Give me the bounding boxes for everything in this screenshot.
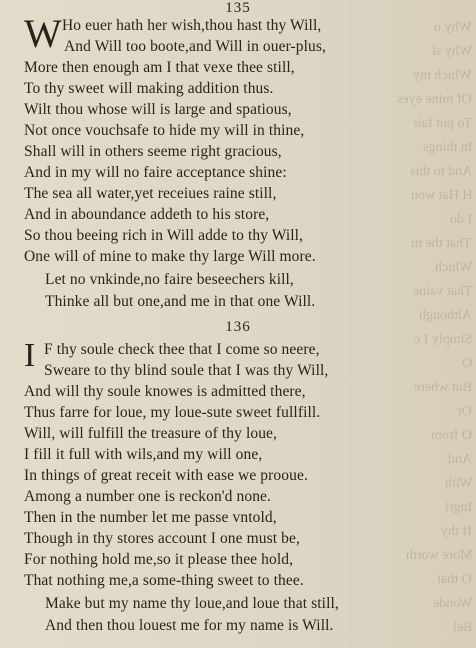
verse-line: So thou beeing rich in Will adde to thy Will, xyxy=(24,227,304,244)
verse-line: Ho euer hath her wish,thou hast thy Will, xyxy=(62,17,322,34)
verse-line: Let no vnkinde,no faire beseechers kill, xyxy=(45,271,294,288)
verse-line: Shall will in others seeme right gracious, xyxy=(24,143,282,160)
verse-line: And then thou louest me for my name is Will. xyxy=(45,617,334,634)
bleed-line: Ingri xyxy=(444,500,472,515)
bleed-line: But where xyxy=(414,380,472,395)
verse-line: That nothing me,a some-thing sweet to thee. xyxy=(24,572,304,589)
bleed-line: H Hat wou xyxy=(410,188,472,203)
bleed-line: And to this xyxy=(409,164,472,179)
verse-line: Though in thy stores account I one must be, xyxy=(24,530,300,547)
sonnet-136-number: 136 xyxy=(225,319,251,335)
bleed-line: Why o xyxy=(434,20,472,35)
bleed-line: If thy xyxy=(441,524,472,539)
bleed-line: Simply I c xyxy=(413,332,472,347)
bleed-line: And xyxy=(447,452,472,467)
verse-line: Sweare to thy blind soule that I was thy Will, xyxy=(44,362,329,379)
bleed-line: Which xyxy=(434,260,472,275)
bleed-line: O from xyxy=(431,428,472,443)
bleed-line: Which my xyxy=(413,68,472,83)
bleed-line: I do xyxy=(449,212,472,227)
sonnet-135-dropcap: W xyxy=(24,11,62,56)
verse-line: Thinke all but one,and me in that one Will. xyxy=(45,293,316,310)
verse-line: One will of mine to make thy large Will more. xyxy=(24,248,316,265)
verse-line: To thy sweet will making addition thus. xyxy=(24,80,274,97)
verse-line: Wilt thou whose will is large and spatious, xyxy=(24,101,292,118)
sonnet-136-dropcap: I xyxy=(24,337,36,374)
verse-line: Then in the number let me passe vntold, xyxy=(24,509,277,526)
sonnet-135-number: 135 xyxy=(225,0,251,16)
bleed-line: With xyxy=(444,476,472,491)
verse-line: In things of great receit with ease we prooue. xyxy=(24,467,308,484)
verse-line: And in my will no faire acceptance shine: xyxy=(24,164,287,181)
bleed-line: To put fair xyxy=(413,116,472,131)
verse-line: And will thy soule knowes is admitted there, xyxy=(24,383,306,400)
bleed-line: Bel xyxy=(452,620,472,635)
verse-line: For nothing hold me,so it please thee hold, xyxy=(24,551,294,568)
bleed-line: Why sl xyxy=(431,44,472,59)
bleed-line: That the m xyxy=(411,236,472,251)
verse-line: And in aboundance addeth to his store, xyxy=(24,206,270,223)
verse-line: More then enough am I that vexe thee still, xyxy=(24,59,295,76)
bleed-line: That vaine xyxy=(412,284,472,299)
verse-line: And Will too boote,and Will in ouer-plus, xyxy=(64,38,326,55)
verse-line: Will, will fulfill the treasure of thy loue, xyxy=(24,425,278,442)
bleed-line: Or xyxy=(457,404,472,419)
bleed-line: More worth xyxy=(405,548,472,563)
verse-line: F thy soule check thee that I come so neere, xyxy=(44,341,320,358)
verse-line: Not once vouchsafe to hide my will in thine, xyxy=(24,122,305,139)
bleed-line: Although xyxy=(419,308,472,323)
bleed-line: O that xyxy=(437,572,472,587)
bleed-line: O xyxy=(461,356,472,371)
verse-line: The sea all water,yet receiues raine still, xyxy=(24,185,277,202)
verse-line: Make but my name thy loue,and loue that still, xyxy=(45,595,339,612)
verse-line: I fill it full with wils,and my will one, xyxy=(24,446,263,463)
verse-line: Among a number one is reckon'd none. xyxy=(24,488,272,505)
bleed-line: Wonde xyxy=(432,596,472,611)
verse-line: Thus farre for loue, my loue-sute sweet fullfill. xyxy=(24,404,321,421)
bleed-line: In things xyxy=(422,140,472,155)
bleed-line: Of mine eyes xyxy=(397,92,472,107)
